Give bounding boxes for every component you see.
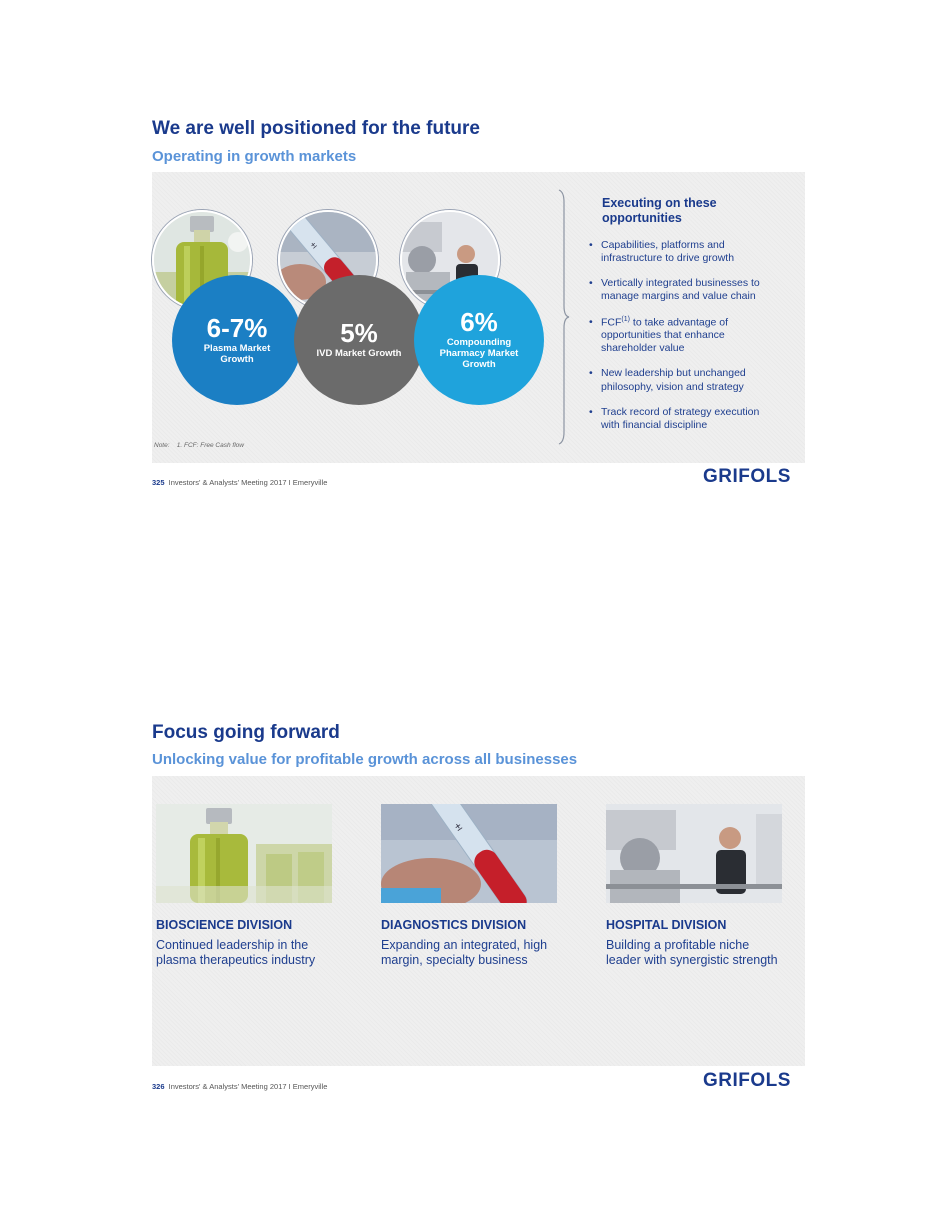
slide-subtitle: Unlocking value for profitable growth across all businesses (152, 751, 578, 768)
market-growth-value: 6-7% (206, 312, 268, 343)
content-panel (152, 776, 805, 1066)
slide-326 (0, 600, 935, 1120)
footnote (154, 442, 244, 449)
list-item (589, 316, 779, 356)
content-panel (152, 172, 805, 463)
brace-icon (557, 188, 571, 446)
division-title: DIAGNOSTICS DIVISION (381, 918, 527, 932)
grifols-logo: GRIFOLS (703, 466, 791, 487)
division-title: BIOSCIENCE DIVISION (156, 918, 293, 932)
list-item: • Capabilities, platforms and infrastructure to drive growth (589, 239, 779, 265)
slide-325 (0, 0, 935, 520)
list-item: • Track record of strategy execution with financial discipline (589, 406, 779, 432)
market-circle (294, 275, 424, 405)
division-description: Continued leadership in the plasma therapeutics industry (156, 938, 316, 967)
note-label: Note: (154, 442, 170, 449)
market-growth-value: 5% (340, 318, 378, 349)
page-number: 326 (152, 1082, 165, 1091)
svg-text:±: ± (452, 820, 465, 834)
market-growth-label: IVD Market Growth (316, 348, 402, 360)
market-circle (172, 275, 302, 405)
grifols-logo: GRIFOLS (703, 1070, 791, 1091)
market-growth-value: 6% (460, 307, 498, 338)
division-title: HOSPITAL DIVISION (606, 918, 727, 932)
executing-title: Executing on these opportunities (602, 196, 717, 225)
division-description: Expanding an integrated, high margin, specialty business (381, 938, 548, 967)
market-growth-label: Plasma Market Growth (203, 342, 271, 365)
svg-text:±: ± (308, 239, 319, 251)
footer-text: Investors' & Analysts' Meeting 2017 I Emeryville (168, 478, 328, 487)
note-text: 1. FCF: Free Cash flow (176, 442, 244, 449)
fcf-label: FCF (601, 316, 622, 328)
test-tube-photo-icon (381, 804, 557, 903)
footnote-ref: (1) (621, 315, 630, 323)
list-item: • New leadership but unchanged philosophy, vision and strategy (589, 367, 779, 393)
division-card (606, 804, 782, 968)
slide-title: We are well positioned for the future (152, 118, 480, 139)
division-card (156, 804, 332, 968)
lab-technician-photo-icon (606, 804, 782, 903)
slide-footer (152, 1082, 327, 1091)
market-circle (414, 275, 544, 405)
slide-subtitle: Operating in growth markets (152, 148, 357, 165)
slide-title: Focus going forward (152, 722, 340, 743)
division-description: Building a profitable niche leader with synergistic strength (606, 938, 778, 967)
slide-footer (152, 478, 327, 487)
page-number: 325 (152, 478, 165, 487)
division-card (381, 804, 557, 968)
vial-photo-icon (156, 804, 332, 903)
opportunities-list (589, 239, 779, 444)
fcf-text: to take advantage of opportunities that enhance shareholder value (601, 316, 729, 355)
list-item: • Vertically integrated businesses to manage margins and value chain (589, 277, 779, 303)
market-growth-label: Compounding Pharmacy Market Growth (439, 337, 519, 370)
footer-text: Investors' & Analysts' Meeting 2017 I Emeryville (168, 1082, 328, 1091)
